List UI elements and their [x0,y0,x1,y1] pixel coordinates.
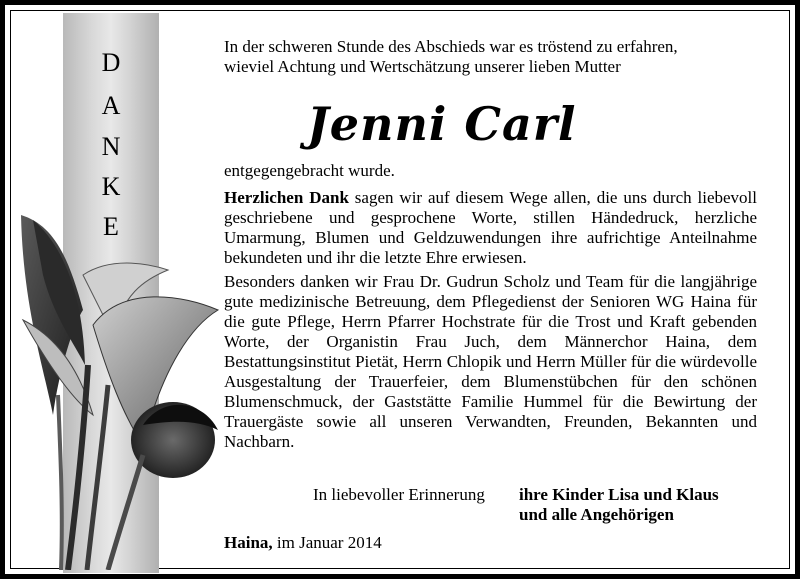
signature-names [519,485,719,525]
side-letter-n: N [101,132,121,161]
memory-intro: In liebevoller Erinnerung [313,485,485,504]
calla-lily-image [13,215,223,570]
signature-line-1: ihre Kinder Lisa und Klaus [519,485,719,504]
date: im Januar 2014 [272,533,382,552]
signature-line-2: und alle Angehörigen [519,505,674,524]
place-date [224,533,382,553]
place: Haina, [224,533,273,552]
thanks-text: sagen wir auf diesem Wege allen, die uns durch liebevoll geschriebene und gesprochene Worte, stillen Händedruck, herzliche Umarmung, Blumen und Geldzuwendungen ihre aufrichtige Anteilnahme bekundeten und ihr die letzte Ehre erwiesen. [224,188,757,267]
thanks-paragraph [224,188,757,268]
special-thanks-paragraph: Besonders danken wir Frau Dr. Gudrun Scholz und Team für die langjährige gute medizinische Betreuung, dem Pflegedienst der Senioren WG Haina für die gute Pflege, Herrn Pfarrer Hochstrate für die Trost und Kraft gebenden Worte, der Organistin Frau Juch, dem Männerchor Haina, dem Bestattungsinstitut Pietät, Herrn Chlopik und Herrn Müller für die würdevolle Ausgestaltung der Trauerfeier, dem Blumenstübchen für den schönen Blumenschmuck, der Gaststätte Familie Hummel für die Bewirtung der Trauergäste sowie all unseren Verwandten, Freunden, Bekannten und Nachbarn. [224,272,757,451]
intro-paragraph [224,37,757,77]
side-letter-e: E [103,212,119,241]
deceased-name: Jenni Carl [307,97,577,151]
after-name-line: entgegengebracht wurde. [224,161,395,180]
intro-line-1: In der schweren Stunde des Abschieds war es tröstend zu erfahren, [224,37,678,56]
side-letter-d: D [101,48,121,77]
thanks-bold: Herzlichen Dank [224,188,349,207]
side-letter-a: A [101,91,121,120]
side-letter-k: K [101,172,121,201]
intro-line-2: wieviel Achtung und Wertschätzung unserer lieben Mutter [224,57,621,76]
